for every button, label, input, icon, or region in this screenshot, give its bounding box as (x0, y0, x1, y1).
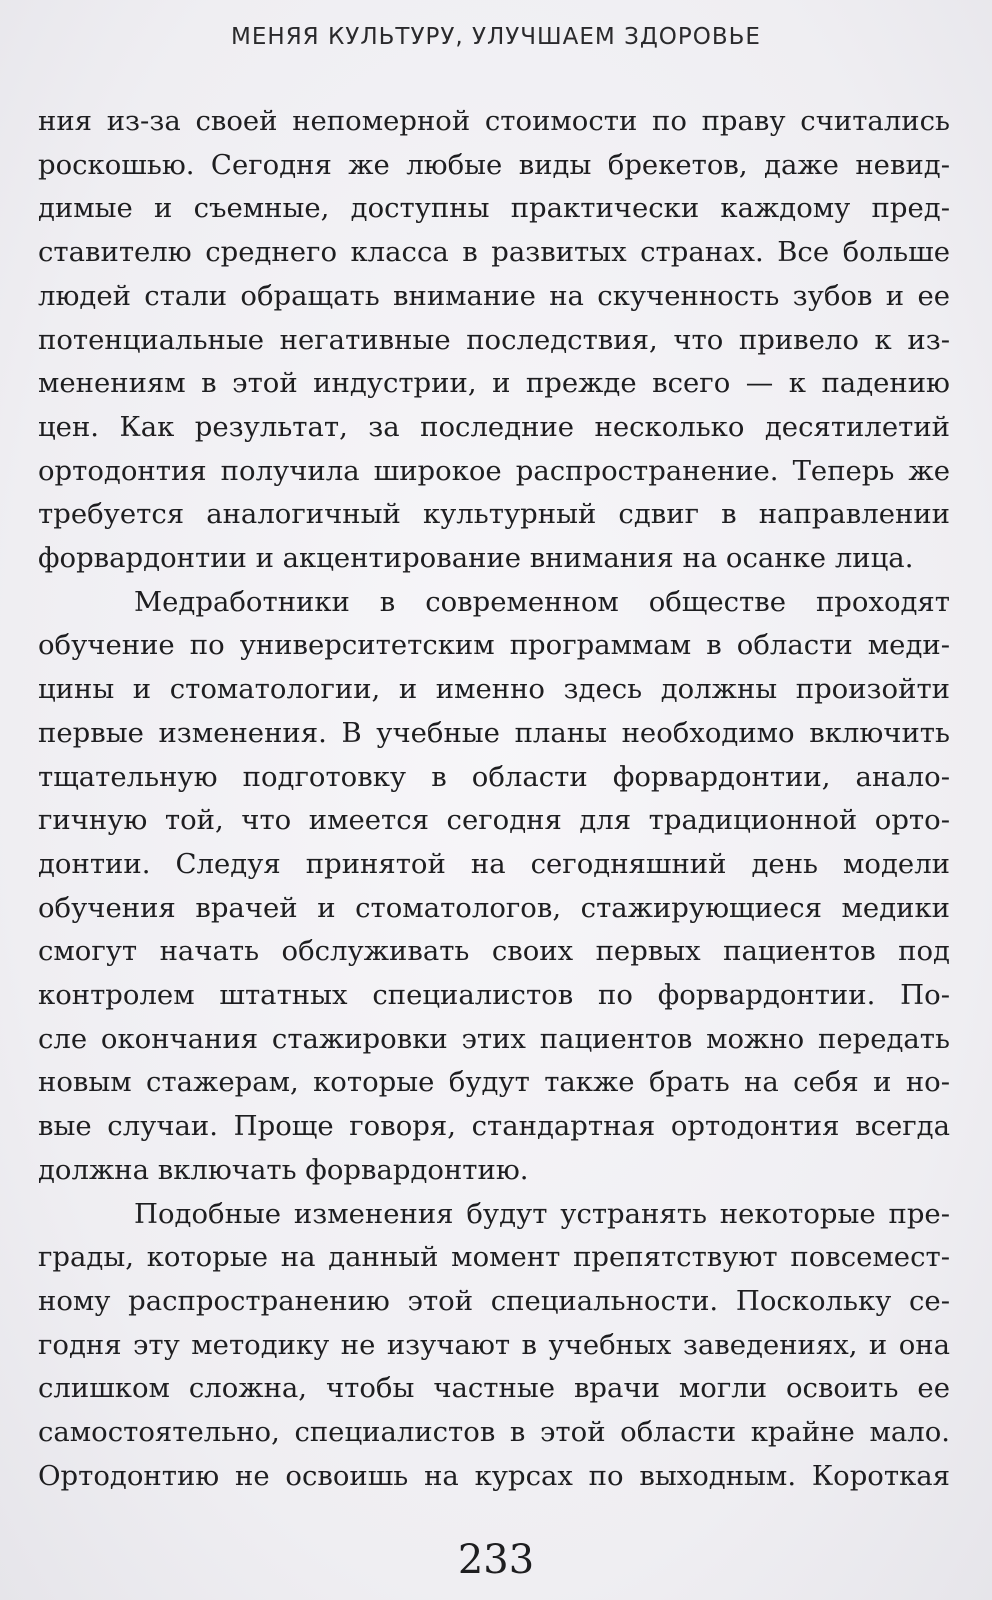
text-line: роскошью. Сегодня же любые виды брекетов, даже невид- (38, 148, 950, 181)
text-line: ному распространению этой специальности. Поскольку се- (38, 1284, 950, 1317)
text-line: тщательную подготовку в области форвардонтии, анало- (38, 760, 950, 793)
text-line: обучение по университетским программам в области меди- (38, 629, 950, 662)
text-line: ния из-за своей непомерной стоимости по праву считались (38, 105, 950, 137)
text-line: грады, которые на данный момент препятствуют повсемест- (38, 1241, 950, 1274)
text-line: цины и стоматологии, и именно здесь должны произойти (38, 673, 950, 706)
text-line: требуется аналогичный культурный сдвиг в направлении (38, 498, 950, 531)
text-line: контролем штатных специалистов по форвардонтии. По- (38, 979, 950, 1012)
text-line: потенциальные негативные последствия, что привело к из- (38, 323, 950, 356)
text-line: цен. Как результат, за последние несколько десятилетий (38, 410, 950, 443)
text-line: смогут начать обслуживать своих первых пациентов под (38, 935, 950, 968)
text-line: менениям в этой индустрии, и прежде всего — к падению (38, 367, 950, 400)
text-line: самостоятельно, специалистов в этой области крайне мало. (38, 1416, 950, 1449)
running-head: МЕНЯЯ КУЛЬТУРУ, УЛУЧШАЕМ ЗДОРОВЬЕ (231, 24, 761, 50)
text-line: Ортодонтию не освоишь на курсах по выходным. Короткая (38, 1459, 950, 1492)
text-line: гичную той, что имеется сегодня для традиционной орто- (38, 804, 950, 837)
text-line: годня эту методику не изучают в учебных заведениях, и она (38, 1328, 950, 1361)
paragraph-first-line: Подобные изменения будут устранять некоторые пре- (134, 1197, 950, 1230)
text-line: ортодонтия получила широкое распространение. Теперь же (38, 454, 950, 487)
text-line: слишком сложна, чтобы частные врачи могли освоить ее (38, 1372, 950, 1405)
text-line: людей стали обращать внимание на скученность зубов и ее (38, 279, 950, 312)
text-line: сле окончания стажировки этих пациентов можно передать (38, 1022, 950, 1055)
text-line: димые и съемные, доступны практически каждому пред- (38, 192, 950, 225)
text-line: новым стажерам, которые будут также брать на себя и но- (38, 1066, 950, 1099)
paragraph-first-line: Медработники в современном обществе проходят (134, 585, 950, 618)
text-line: вые случаи. Проще говоря, стандартная ортодонтия всегда (38, 1110, 950, 1143)
text-line: первые изменения. В учебные планы необходимо включить (38, 716, 950, 749)
text-line: донтии. Следуя принятой на сегодняшний день модели (38, 847, 950, 880)
text-line: ставителю среднего класса в развитых странах. Все больше (38, 236, 950, 269)
text-line: форвардонтии и акцентирование внимания на осанке лица. (38, 542, 914, 575)
text-line: должна включать форвардонтию. (38, 1153, 529, 1186)
page-number: 233 (457, 1537, 535, 1583)
body-text (38, 100, 950, 1499)
text-line: обучения врачей и стоматологов, стажирующиеся медики (38, 891, 950, 924)
